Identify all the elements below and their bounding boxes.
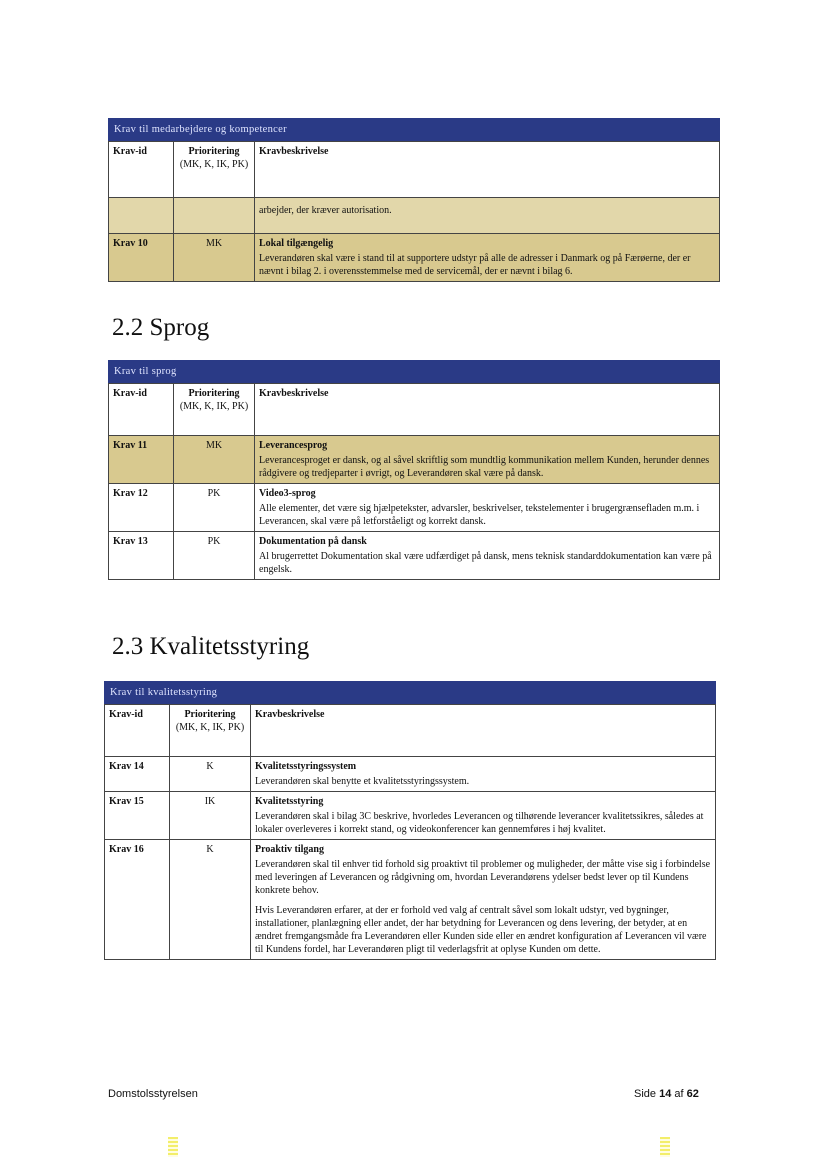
table-row [105,757,716,792]
table-row [105,840,716,960]
scan-marker-left [168,1137,178,1157]
row-priority: MK [174,234,255,282]
page-current: 14 [659,1088,672,1100]
row-id: Krav 16 [105,840,170,960]
header-priority-label: Prioritering [188,388,240,399]
section-heading-sprog: 2.2 Sprog [112,314,210,341]
header-priority-sub: (MK, K, IK, PK) [179,401,249,412]
table-title: Krav til sprog [108,360,720,383]
row-body: Leverandøren skal benytte et kvalitetsstyringssystem. [255,776,470,787]
row-title: Leverancesprog [259,440,328,451]
row-priority: PK [174,484,255,532]
page-total: 62 [686,1088,699,1100]
row-desc [255,234,720,282]
header-priority-label: Prioritering [188,146,240,157]
table-row [109,234,720,282]
table-row [109,532,720,580]
page-of: af [674,1088,684,1100]
header-id: Krav-id [105,705,170,757]
row-continuation-text: arbejder, der kræver autorisation. [255,198,720,234]
row-title: Proaktiv tilgang [255,844,324,855]
table-row [105,792,716,840]
row-body: Leverandøren skal i bilag 3C beskrive, hvorledes Leverancen og tilhørende leverancer kvalitetssikres, således at lokaler overleveres i korrekt stand, og videokonferencer kan gennemføres i høj kvalitet. [255,811,704,835]
row-id: Krav 15 [105,792,170,840]
header-id: Krav-id [109,142,174,198]
header-desc: Kravbeskrivelse [255,384,720,436]
row-title: Dokumentation på dansk [259,536,367,547]
row-id: Krav 13 [109,532,174,580]
row-desc [255,484,720,532]
row-desc [251,792,716,840]
table-row [109,484,720,532]
header-desc: Kravbeskrivelse [251,705,716,757]
header-priority-sub: (MK, K, IK, PK) [179,159,249,170]
requirements-table-staff [108,118,720,282]
requirements-table-language [108,360,720,580]
header-priority-sub: (MK, K, IK, PK) [175,722,245,733]
row-body: Leverandøren skal til enhver tid forhold sig proaktivt til problemer og muligheder, der måtte vise sig i forbindelse med leveringen af Leverancen og rådgivning om, hvordan Leverandørens ydelser bedst lever op til Kundens konkrete behov. [255,859,711,896]
row-id: Krav 10 [109,234,174,282]
row-body: Alle elementer, det være sig hjælpetekster, advarsler, beskrivelser, tekstelementer i brugergrænsefladen m.m. i Leverancen, skal være på letforståeligt og korrekt dansk. [259,503,700,527]
footer-page-number [634,1088,699,1100]
table-header-row [105,705,716,757]
row-title: Lokal tilgængelig [259,238,334,249]
row-priority: IK [170,792,251,840]
row-body: Leverancesproget er dansk, og al såvel skriftlig som mundtlig kommunikation mellem Kunden, herunder dennes rådgivere og tredjeparter i øvrigt, og Leverandøren skal være på dansk. [259,455,710,479]
row-priority [174,198,255,234]
row-id: Krav 11 [109,436,174,484]
row-desc [251,757,716,792]
table-title: Krav til medarbejdere og kompetencer [108,118,720,141]
row-title: Video3-sprog [259,488,316,499]
row-body: Leverandøren skal være i stand til at supportere udstyr på alle de adresser i Danmark og på Færøerne, der er nævnt i bilag 2. i overensstemmelse med de servicemål, der er nævnt i bilag 6. [259,253,691,277]
row-priority: K [170,757,251,792]
row-title: Kvalitetsstyringssystem [255,761,357,772]
row-body: Al brugerrettet Dokumentation skal være udfærdiget på dansk, mens teknisk standarddokumentation kan være på engelsk. [259,551,712,575]
header-priority [174,384,255,436]
row-id [109,198,174,234]
page-prefix: Side [634,1088,657,1100]
section-heading-kvalitetsstyring: 2.3 Kvalitetsstyring [112,633,310,660]
header-priority [174,142,255,198]
footer-organization: Domstolsstyrelsen [108,1088,198,1100]
header-id: Krav-id [109,384,174,436]
row-id: Krav 14 [105,757,170,792]
header-priority [170,705,251,757]
table-header-row [109,142,720,198]
row-title: Kvalitetsstyring [255,796,324,807]
row-priority: PK [174,532,255,580]
row-body-paragraph-2: Hvis Leverandøren erfarer, at der er forhold ved valg af centralt såvel som lokalt udstyr, ved bygninger, installationer, planlægning eller andet, der har betydning for Leverancen og dens levering, der betyder, at en ændret fremgangsmåde fra Leverandøren eller Kunden side eller en ændret konfiguration af Leverancen vil være til Kundens fordel, har Leverandøren pligt til vederlagsfrit at oplyse Kunden om dette. [255,905,707,955]
scan-marker-right [660,1137,670,1157]
requirements-table-quality [104,681,716,960]
row-desc [255,532,720,580]
table-header-row [109,384,720,436]
table-row [109,198,720,234]
row-id: Krav 12 [109,484,174,532]
row-priority: K [170,840,251,960]
table-title: Krav til kvalitetsstyring [104,681,716,704]
table-row [109,436,720,484]
row-priority: MK [174,436,255,484]
row-desc [255,436,720,484]
header-desc: Kravbeskrivelse [255,142,720,198]
header-priority-label: Prioritering [184,709,236,720]
row-desc [251,840,716,960]
